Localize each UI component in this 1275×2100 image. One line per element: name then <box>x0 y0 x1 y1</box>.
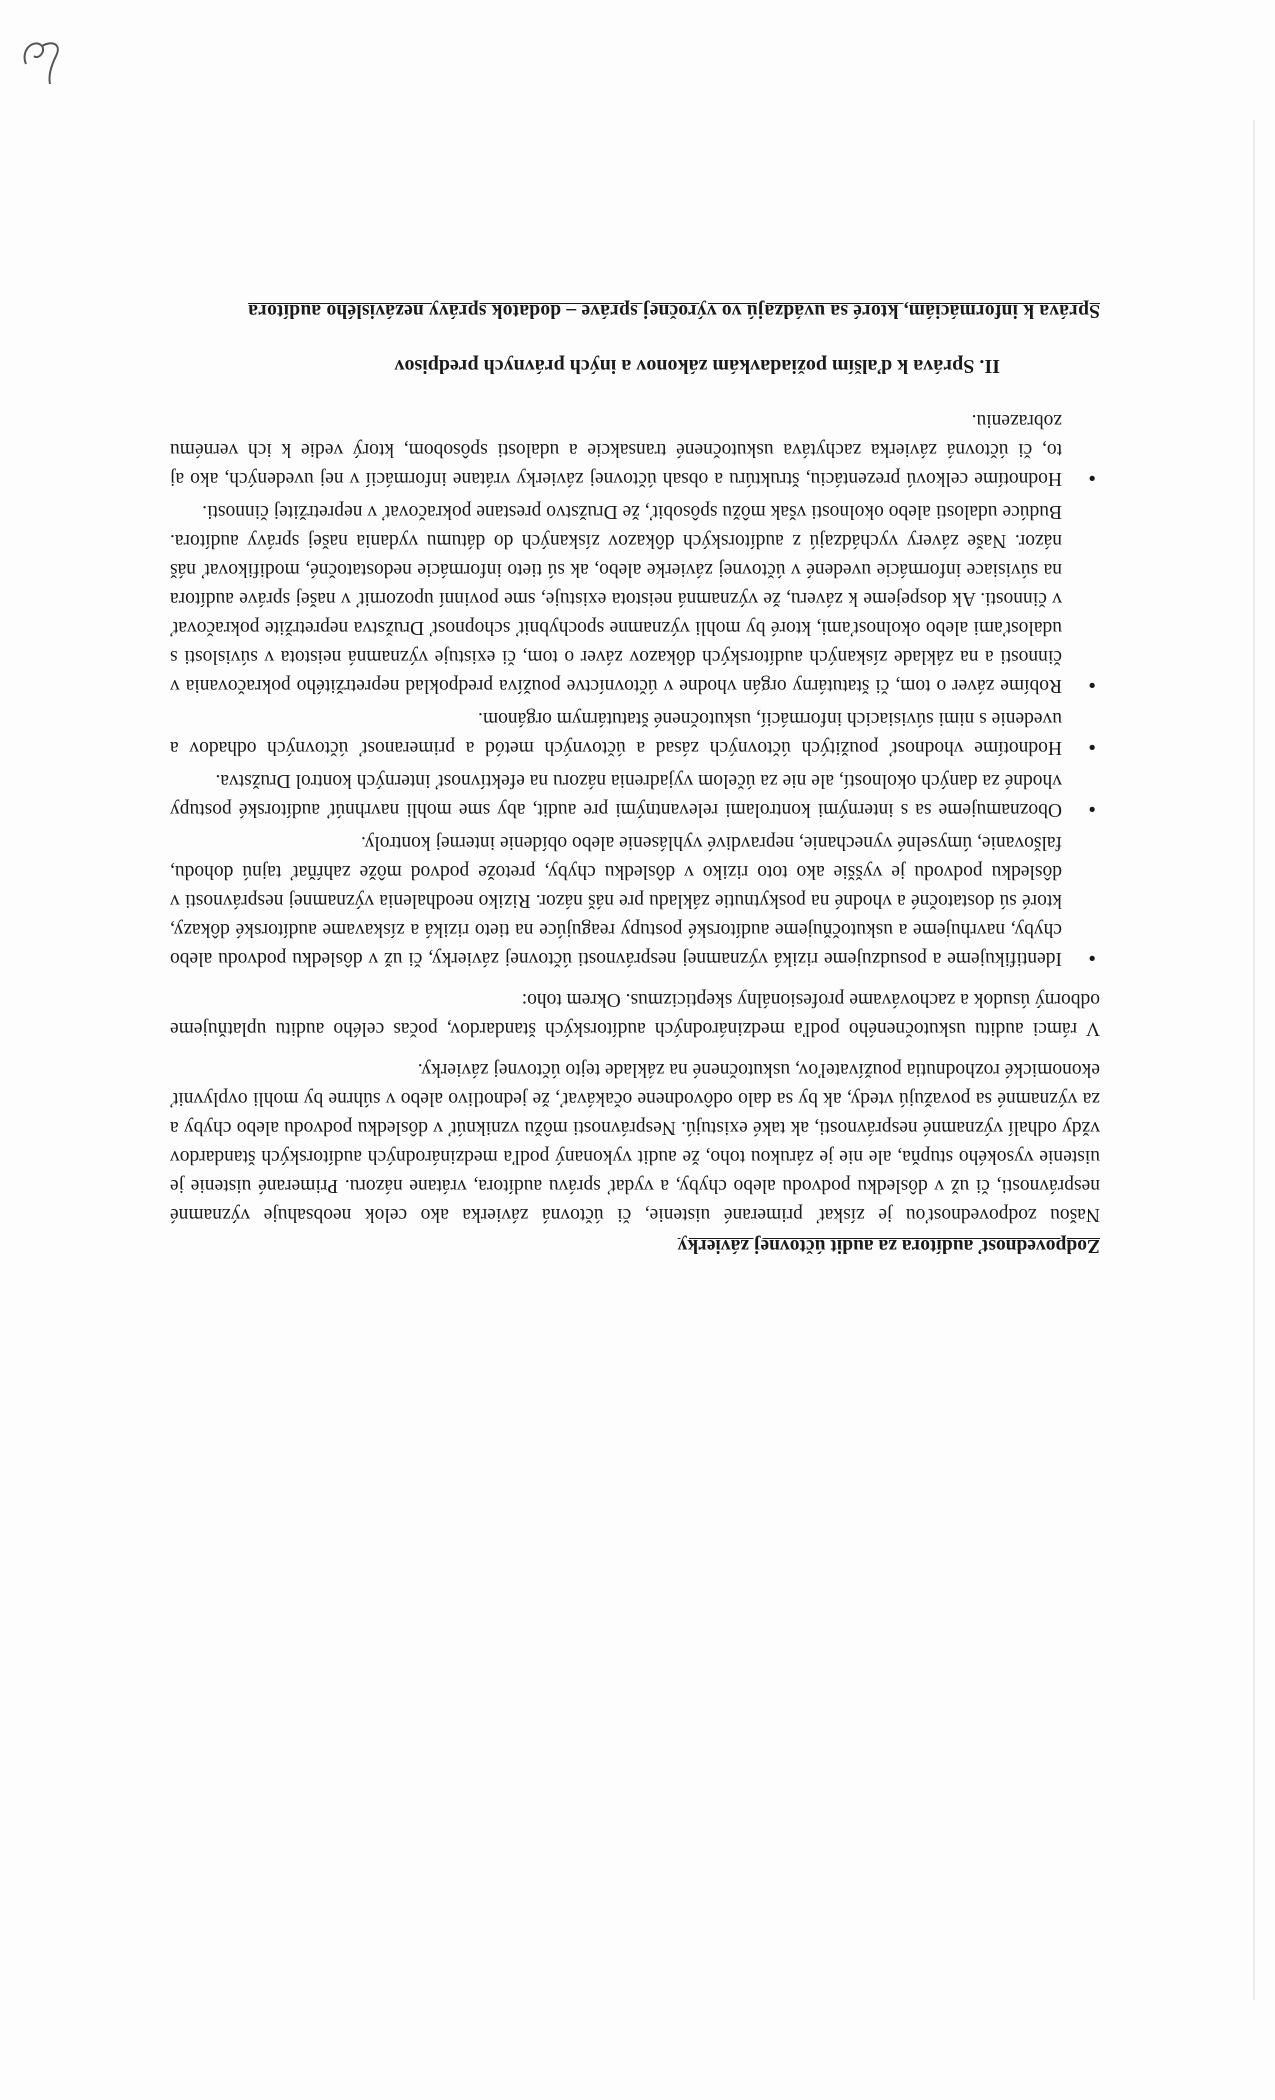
scope-paragraph: V rámci auditu uskutočneného podľa medzinárodných audítorských štandardov, počas celého auditu uplatňujeme odborný úsudok a zachovávame profesionálny skepticizmus. Okrem toho: <box>170 989 1100 1039</box>
section-2-heading: II. Správa k ďalším požiadavkám zákonov a iných právnych predpisov <box>394 355 1000 377</box>
audit-procedures-list <box>170 406 1100 973</box>
intro-paragraph: Našou zodpovednosťou je získať primerané uistenie, či účtovná závierka ako celok neobsahuje významné nesprávnosti, či už v dôsledku podvodu alebo chyby, a vydať správu audítora, vrátane názoru. Primerané uistenie je uistenie vysokého stupňa, ale nie je zárukou toho, že audit vykonaný podľa medzinárodných audítorských štandardov vždy odhalí významné nesprávnosti, ak také existujú. Nesprávnosti môžu vzniknúť v dôsledku podvodu alebo chyby a za významné sa považujú vtedy, ak by sa dalo odôvodnene očakávať, že jednotlivo alebo v súhrne by mohli ovplyvniť ekonomické rozhodnutia používateľov, uskutočnené na základe tejto účtovnej závierky. <box>170 1059 1100 1225</box>
list-item: • Hodnotíme vhodnosť použitých účtovných zásad a účtovných metód a primeranosť účtovných odhadov a uvedenie s nimi súvisiacich informácií, uskutočnené štatutárnym orgánom. <box>170 704 1062 762</box>
list-item: • Robíme záver o tom, či štatutárny orgán vhodne v účtovníctve používa predpoklad nepretržitého pokračovania v činnosti a na základe získaných audítorských dôkazov záver o tom, či existuje významná neistota v súvislosti s udalosťami alebo okolnosťami, ktoré by mohli významne spochybniť schopnosť Družstva nepretržite pokračovať v činnosti. Ak dospejeme k záveru, že významná neistota existuje, sme povinní upozorniť v našej správe audítora na súvisiace informácie uvedené v účtovnej závierke alebo, ak sú tieto informácie nedostatočné, modifikovať náš názor. Naše závery vychádzajú z audítorských dôkazov získaných do dátumu vydania našej správy audítora. Budúce udalosti alebo okolnosti však môžu spôsobiť, že Družstvo prestane pokračovať v nepretržitej činnosti. <box>170 497 1062 700</box>
list-item: • Hodnotíme celkovú prezentáciu, štruktúru a obsah účtovnej závierky vrátane informácií v nej uvedených, ako aj to, či účtovná závierka zachytáva uskutočnené transakcie a udalosti spôsobom, ktorý vedie k ich vernému zobrazeniu. <box>170 406 1062 493</box>
list-item: • Oboznamujeme sa s internými kontrolami relevantnými pre audit, aby sme mohli navrhnúť audítorské postupy vhodné za daných okolností, ale nie za účelom vyjadrenia názoru na efektívnosť interných kontrol Družstva. <box>170 766 1062 824</box>
responsibility-heading: Zodpovednosť audítora za audit účtovnej závierky <box>677 1235 1100 1256</box>
document-body <box>170 296 1100 1260</box>
annual-report-heading: Správa k informáciám, ktoré sa uvádzajú vo výročnej správe – dodatok správy nezávislého audítora <box>248 300 1100 321</box>
list-item: • Identifikujeme a posudzujeme riziká významnej nesprávnosti účtovnej závierky, či už v dôsledku podvodu alebo chyby, navrhujeme a uskutočňujeme audítorské postupy reagujúce na tieto riziká a získavame audítorské dôkazy, ktoré sú dostatočné a vhodné na poskytnutie základu pre náš názor. Riziko neodhalenia významnej nesprávnosti v dôsledku podvodu je vyššie ako toto riziko v dôsledku chyby, pretože podvod môže zahŕňať tajnú dohodu, falšovanie, úmyselné vynechanie, nepravdivé vyhlásenie alebo obídenie internej kontroly. <box>170 828 1062 973</box>
